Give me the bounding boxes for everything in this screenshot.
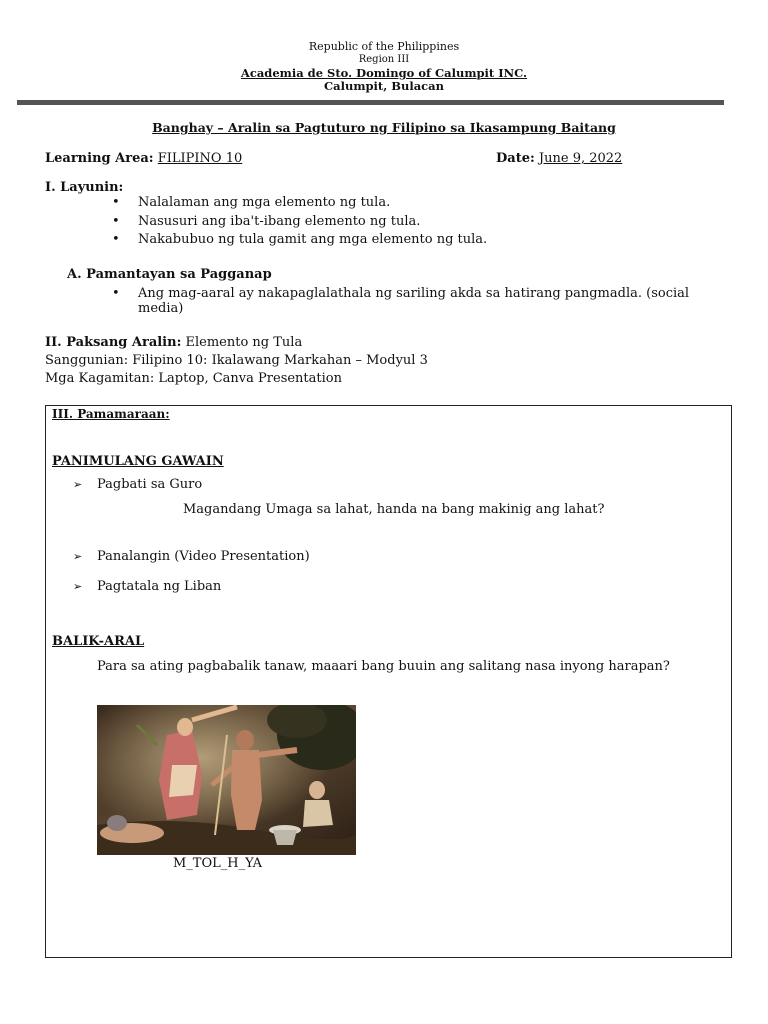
learning-area-value: FILIPINO 10	[157, 151, 243, 166]
paksang-aralin-label: II. Paksang Aralin:	[45, 335, 182, 350]
list-item	[112, 195, 390, 210]
kagamitan: Mga Kagamitan: Laptop, Canva Presentation	[45, 371, 342, 386]
school-location: Calumpit, Bulacan	[324, 79, 444, 93]
arrow-bullet-icon: ➢	[73, 478, 83, 491]
layunin-item-3: Nakabubuo ng tula gamit ang mga elemento ng tula.	[138, 232, 488, 247]
balik-aral-text: Para sa ating pagbabalik tanaw, maaari bang buuin ang salitang nasa inyong harapan?	[97, 659, 670, 674]
learning-area	[45, 151, 242, 166]
document-title: Banghay – Aralin sa Pagtuturo ng Filipino sa Ikasampung Baitang	[152, 120, 616, 135]
pamantayan-line-1: Ang mag-aaral ay nakapaglalathala ng sariling akda sa hatirang pangmadla. (social	[138, 286, 690, 301]
paksang-aralin-value: Elemento ng Tula	[185, 335, 303, 350]
bullet-icon: •	[112, 286, 120, 301]
pagtatala-item: Pagtatala ng Liban	[97, 579, 222, 594]
pamantayan-item	[138, 286, 689, 316]
layunin-item-2: Nasusuri ang iba't-ibang elemento ng tula.	[138, 214, 421, 229]
bullet-icon: •	[112, 232, 120, 247]
pamantayan-heading: A. Pamantayan sa Pagganap	[67, 267, 272, 282]
pamantayan-line-2: media)	[138, 301, 184, 316]
school-name: Academia de Sto. Domingo of Calumpit INC.	[240, 66, 528, 80]
puzzle-word: M_TOL_H_YA	[173, 856, 263, 871]
pamamaraan-heading: III. Pamamaraan:	[52, 407, 170, 421]
header-divider	[17, 100, 724, 105]
paksang-aralin	[45, 335, 302, 350]
list-item	[112, 214, 420, 229]
greeting-text: Magandang Umaga sa lahat, handa na bang makinig ang lahat?	[183, 502, 605, 517]
painting-image	[97, 705, 356, 855]
bullet-icon: •	[112, 214, 120, 229]
panimulang-gawain-heading: PANIMULANG GAWAIN	[52, 454, 224, 469]
list-item	[112, 286, 689, 316]
list-item	[73, 477, 202, 492]
date-label: Date:	[496, 151, 535, 166]
date-value: June 9, 2022	[538, 151, 623, 166]
panalangin-item: Panalangin (Video Presentation)	[97, 549, 310, 564]
list-item	[73, 579, 221, 594]
region-line: Region III	[358, 54, 410, 65]
date	[496, 151, 622, 166]
layunin-heading: I. Layunin:	[45, 180, 124, 195]
bullet-icon: •	[112, 195, 120, 210]
arrow-bullet-icon: ➢	[73, 580, 83, 593]
layunin-item-1: Nalalaman ang mga elemento ng tula.	[138, 195, 391, 210]
republic-line: Republic of the Philippines	[308, 40, 460, 53]
pagbati-item: Pagbati sa Guro	[97, 477, 203, 492]
balik-aral-heading: BALIK-ARAL	[52, 634, 145, 649]
learning-area-label: Learning Area:	[45, 151, 154, 166]
sanggunian: Sanggunian: Filipino 10: Ikalawang Markahan – Modyul 3	[45, 353, 428, 368]
list-item	[73, 549, 310, 564]
arrow-bullet-icon: ➢	[73, 550, 83, 563]
list-item	[112, 232, 487, 247]
